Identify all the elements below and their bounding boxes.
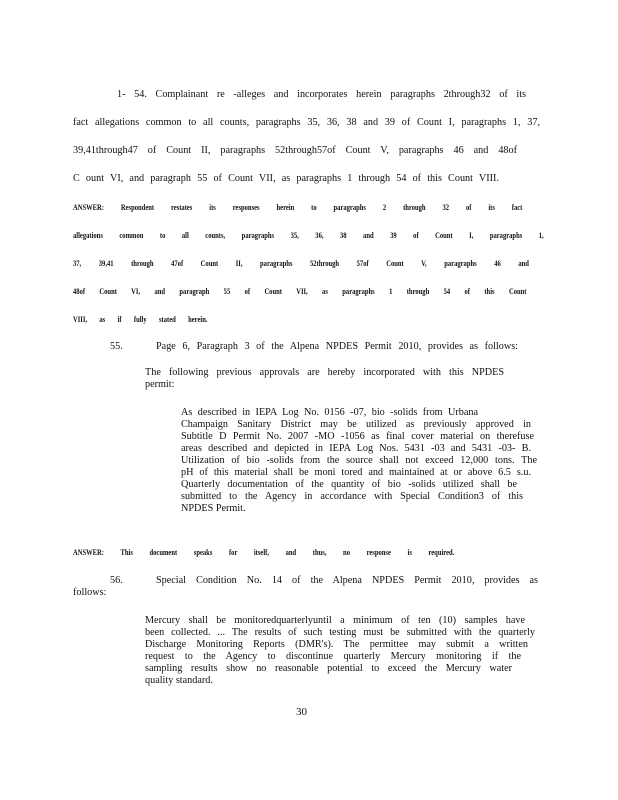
- quote-55-line-1: As described in IEPA Log No. 0156 -07, bio -solids from Urbana: [181, 407, 478, 418]
- answer-54-line-1: ANSWER: Respondent restates its responses herein to paragraphs 2 through 32 of its fact: [73, 203, 523, 212]
- quote-56-line-6: quality standard.: [145, 675, 213, 686]
- quote-56-line-5: sampling results show no reasonable potential to exceed the Mercury water: [145, 663, 512, 674]
- paragraph-56-text: Special Condition No. 14 of the Alpena NPDES Permit 2010, provides as: [156, 575, 538, 586]
- quote-56-line-2: been collected. ... The results of such testing must be submitted with the quarterly: [145, 627, 535, 638]
- quote-55-line-7: Quarterly documentation of the quantity of bio -solids utilized shall be: [181, 479, 517, 490]
- paragraph-54-line-4: C ount VI, and paragraph 55 of Count VII, as paragraphs 1 through 54 of this Count VIII.: [73, 173, 499, 184]
- quote-55-line-3: Subtitle D Permit No. 2007 -MO -1056 as final cover material on therefuse: [181, 431, 534, 442]
- paragraph-55-intro-line-1: The following previous approvals are hereby incorporated with this NPDES: [145, 367, 504, 378]
- paragraph-54-line-3: 39,41through47 of Count II, paragraphs 52through57of Count V, paragraphs 46 and 48of: [73, 145, 517, 156]
- paragraph-56-text-cont: follows:: [73, 587, 107, 598]
- page-number: 30: [296, 706, 307, 718]
- answer-54-line-4: 48of Count VI, and paragraph 55 of Count VII, as paragraphs 1 through 54 of this Count: [73, 287, 527, 296]
- quote-56-line-4: request to the Agency to discontinue quarterly Mercury monitoring if the: [145, 651, 521, 662]
- answer-54-line-3: 37, 39,41 through 47of Count II, paragraphs 52through 57of Count V, paragraphs 46 and: [73, 259, 529, 268]
- quote-55-line-2: Champaign Sanitary District may be utilized as previously approved in: [181, 419, 531, 430]
- answer-55: ANSWER: This document speaks for itself, and thus, no response is required.: [73, 548, 455, 557]
- paragraph-55-text: Page 6, Paragraph 3 of the Alpena NPDES Permit 2010, provides as follows:: [156, 341, 518, 352]
- paragraph-55-number: 55.: [110, 341, 123, 352]
- quote-56-line-3: Discharge Monitoring Reports (DMR's). The permittee may submit a written: [145, 639, 528, 650]
- paragraph-54-line-2: fact allegations common to all counts, paragraphs 35, 36, 38 and 39 of Count I, paragraphs 1, 37,: [73, 117, 540, 128]
- quote-55-line-8: submitted to the Agency in accordance with Special Condition3 of this: [181, 491, 523, 502]
- paragraph-55-intro-line-2: permit:: [145, 379, 175, 390]
- answer-54-line-2: allegations common to all counts, paragraphs 35, 36, 38 and 39 of Count I, paragraphs 1,: [73, 231, 544, 240]
- paragraph-56-number: 56.: [110, 575, 123, 586]
- quote-55-line-5: Utilization of bio -solids from the source shall not exceed 12,000 tons. The: [181, 455, 537, 466]
- quote-55-line-6: pH of this material shall be moni tored and maintained at or above 6.5 s.u.: [181, 467, 531, 478]
- answer-54-line-5: VIII, as if fully stated herein.: [73, 315, 208, 324]
- paragraph-54-line-1: 1- 54. Complainant re -alleges and incorporates herein paragraphs 2through32 of its: [117, 89, 526, 100]
- quote-56-line-1: Mercury shall be monitoredquarterlyuntil a minimum of ten (10) samples have: [145, 615, 525, 626]
- quote-55-line-9: NPDES Permit.: [181, 503, 246, 514]
- quote-55-line-4: areas described and depicted in IEPA Log Nos. 5431 -03 and 5431 -03- B.: [181, 443, 531, 454]
